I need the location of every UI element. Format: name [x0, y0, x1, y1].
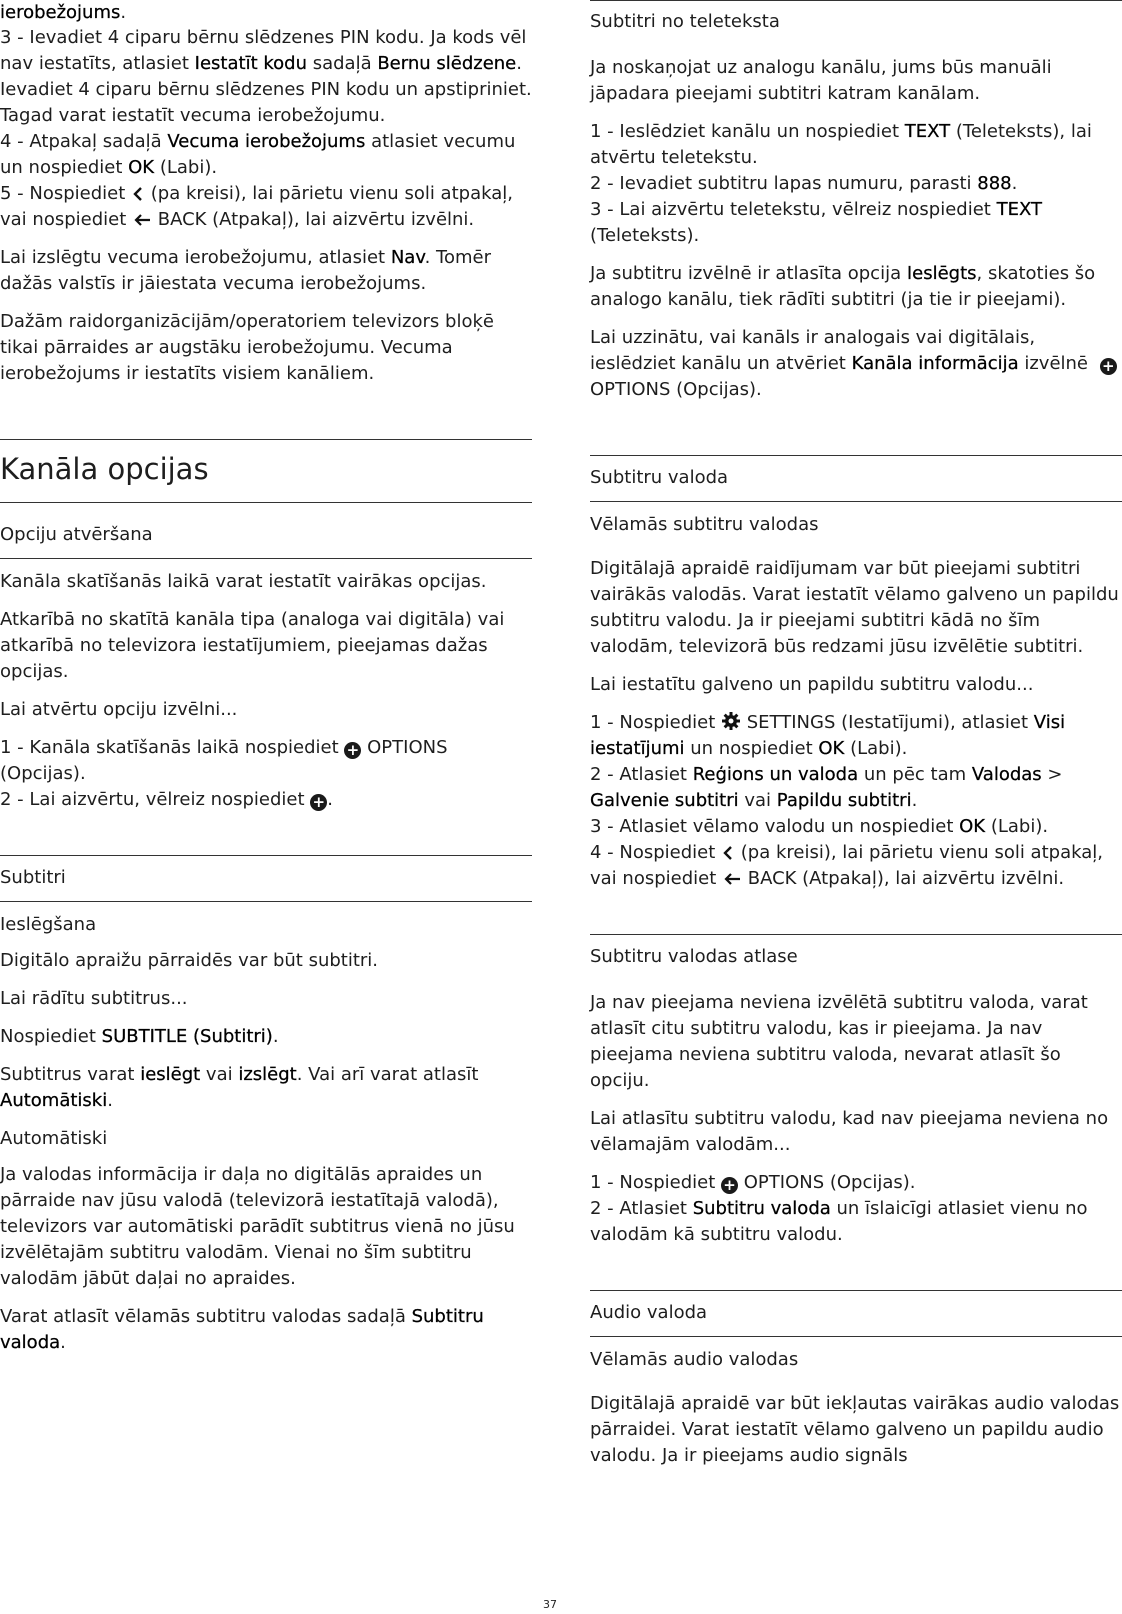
step-4: 4 - Atpakaļ sadaļā Vecuma ierobežojums atlasiet vecumu un nospiediet OK (Labi).: [0, 131, 516, 178]
paragraph: Lai uzzinātu, vai kanāls ir analogais vai digitālais, ieslēdziet kanālu un atvēriet Kanāla informācija izvēlnē + OPTIONS (Opcijas).: [590, 325, 1122, 403]
subtitle-language-steps: [590, 710, 1122, 892]
back-arrow-icon: [132, 212, 152, 228]
heading-subtitru-valoda: Subtitru valoda: [590, 456, 1122, 502]
subheading-velamas-subtitru-valodas: Vēlamās subtitru valodas: [590, 514, 819, 535]
paragraph: Lai iestatītu galveno un papildu subtitru valodu...: [590, 674, 1034, 695]
step-2: 2 - Ievadiet subtitru lapas numuru, parasti 888.: [590, 173, 1018, 194]
continued-line: ierobežojums.: [0, 2, 127, 23]
paragraph: Lai atvērtu opciju izvēlni...: [0, 699, 238, 720]
paragraph: Ja nav pieejama neviena izvēlētā subtitru valoda, varat atlasīt citu subtitru valodu, kas ir pieejama. Ja nav pieejama neviena subtitru valoda, nevarat atlasīt šo opciju.: [590, 992, 1088, 1091]
back-arrow-icon: [722, 871, 742, 887]
page-number: 37: [543, 1598, 557, 1611]
paragraph: Digitālo apraižu pārraidēs var būt subtitri.: [0, 950, 379, 971]
paragraph: Atkarībā no skatītā kanāla tipa (analoga vai digitāla) vai atkarībā no televizora iestatījumiem, pieejamas dažas opcijas.: [0, 609, 505, 682]
age-steps: [0, 25, 532, 233]
step-2: 2 - Atlasiet Reģions un valoda un pēc tam Valodas > Galvenie subtitri vai Papildu subtitri.: [590, 764, 1063, 811]
broadcasters-paragraph: Dažām raidorganizācijām/operatoriem televizors bloķē tikai pārraides ar augstāku ierobežojumu. Vecuma ierobežojums ir iestatīts visiem kanāliem.: [0, 311, 494, 384]
subheading-automatiski: Automātiski: [0, 1128, 108, 1149]
paragraph: Digitālajā apraidē raidījumam var būt pieejami subtitri vairākās valodās. Varat iestatīt vēlamo galveno un papildu subtitru valodu. Ja ir pieejami subtitri kādā no šīm valodām, televizorā būs redzami jūsu izvēlētie subtitri.: [590, 558, 1119, 657]
chevron-left-icon: [721, 845, 735, 861]
step-3: 3 - Ievadiet 4 ciparu bērnu slēdzenes PIN kodu. Ja kods vēl nav iestatīts, atlasiet Iestatīt kodu sadaļā Bernu slēdzene. Ievadiet 4 ciparu bērnu slēdzenes PIN kodu un apstipriniet. Tagad varat iestatīt vecuma ierobežojumu.: [0, 27, 532, 126]
heading-subtitru-valodas-atlase: Subtitru valodas atlase: [590, 946, 798, 967]
options-steps: [0, 735, 532, 813]
paragraph: Nospiediet SUBTITLE (Subtitri).: [0, 1026, 279, 1047]
step-5: 5 - Nospiediet (pa kreisi), lai pārietu vienu soli atpakaļ, vai nospiediet BACK (Atpakaļ), lai aizvērtu izvēlni.: [0, 183, 513, 230]
step-1: 1 - Nospiediet + OPTIONS (Opcijas).: [590, 1172, 916, 1194]
paragraph: Ja valodas informācija ir daļa no digitālās apraides un pārraide nav jūsu valodā (televizorā iestatītajā valodā), televizors var automātiski parādīt subtitrus vienā no jūsu izvēlētajām subtitru valodām. Vienai no šīm subtitru valodām jābūt daļai no apraides.: [0, 1164, 515, 1289]
paragraph: Lai rādītu subtitrus...: [0, 988, 188, 1009]
options-plus-icon: +: [344, 742, 361, 759]
select-language-steps: [590, 1170, 1122, 1248]
options-plus-icon: +: [1100, 358, 1117, 375]
paragraph: Ja noskaņojat uz analogu kanālu, jums būs manuāli jāpadara pieejami subtitri katram kanālam.: [590, 57, 1052, 104]
step-1: 1 - Ieslēdziet kanālu un nospiediet TEXT (Teleteksts), lai atvērtu teletekstu.: [590, 121, 1092, 168]
gear-icon: [721, 711, 741, 731]
teletext-steps: [590, 119, 1122, 249]
paragraph: Subtitrus varat ieslēgt vai izslēgt. Vai arī varat atlasīt Automātiski.: [0, 1064, 479, 1111]
step-3: 3 - Lai aizvērtu teletekstu, vēlreiz nospiediet TEXT (Teleteksts).: [590, 199, 1042, 246]
subheading-velamas-audio-valodas: Vēlamās audio valodas: [590, 1349, 799, 1370]
heading-subtitri: Subtitri: [0, 856, 532, 902]
left-column-body: [0, 25, 532, 1368]
heading-subtitri-no-teleteksta: Subtitri no teleteksta: [590, 11, 780, 32]
heading-kanala-opcijas: Kanāla opcijas: [0, 440, 532, 503]
step-1: 1 - Nospiediet SETTINGS (Iestatījumi), atlasiet Visi iestatījumi un nospiediet OK (Labi).: [590, 712, 1066, 759]
paragraph: Kanāla skatīšanās laikā varat iestatīt vairākas opcijas.: [0, 571, 487, 592]
options-plus-icon: +: [721, 1177, 738, 1194]
options-plus-icon: +: [310, 794, 327, 811]
paragraph: Lai atlasītu subtitru valodu, kad nav pieejama neviena no vēlamajām valodām...: [590, 1108, 1109, 1155]
paragraph: Digitālajā apraidē var būt iekļautas vairākas audio valodas pārraidei. Varat iestatīt vēlamo galveno un papildu audio valodu. Ja ir pieejams audio signāls: [590, 1393, 1120, 1466]
continued-section: [0, 0, 532, 26]
subheading-opciju-atversana: Opciju atvēršana: [0, 513, 532, 559]
step-4: 4 - Nospiediet (pa kreisi), lai pārietu vienu soli atpakaļ, vai nospiediet BACK (Atpakaļ), lai aizvērtu izvēlni.: [590, 842, 1103, 889]
right-column: [590, 0, 1122, 1481]
heading-audio-valoda: Audio valoda: [590, 1291, 1122, 1337]
step-1: 1 - Kanāla skatīšanās laikā nospiediet + OPTIONS (Opcijas).: [0, 737, 448, 784]
step-3: 3 - Atlasiet vēlamo valodu un nospiediet OK (Labi).: [590, 816, 1049, 837]
chevron-left-icon: [131, 186, 145, 202]
subheading-ieslegsana: Ieslēgšana: [0, 914, 97, 935]
paragraph: Varat atlasīt vēlamās subtitru valodas sadaļā Subtitru valoda.: [0, 1306, 484, 1353]
age-off-paragraph: Lai izslēgtu vecuma ierobežojumu, atlasiet Nav. Tomēr dažās valstīs ir jāiestata vecuma ierobežojums.: [0, 247, 491, 294]
step-2: 2 - Lai aizvērtu, vēlreiz nospiediet + .: [0, 789, 333, 811]
step-2: 2 - Atlasiet Subtitru valoda un īslaicīgi atlasiet vienu no valodām kā subtitru valodu.: [590, 1198, 1088, 1245]
paragraph: Ja subtitru izvēlnē ir atlasīta opcija Ieslēgts, skatoties šo analogo kanālu, tiek rādīti subtitri (ja tie ir pieejami).: [590, 263, 1096, 310]
